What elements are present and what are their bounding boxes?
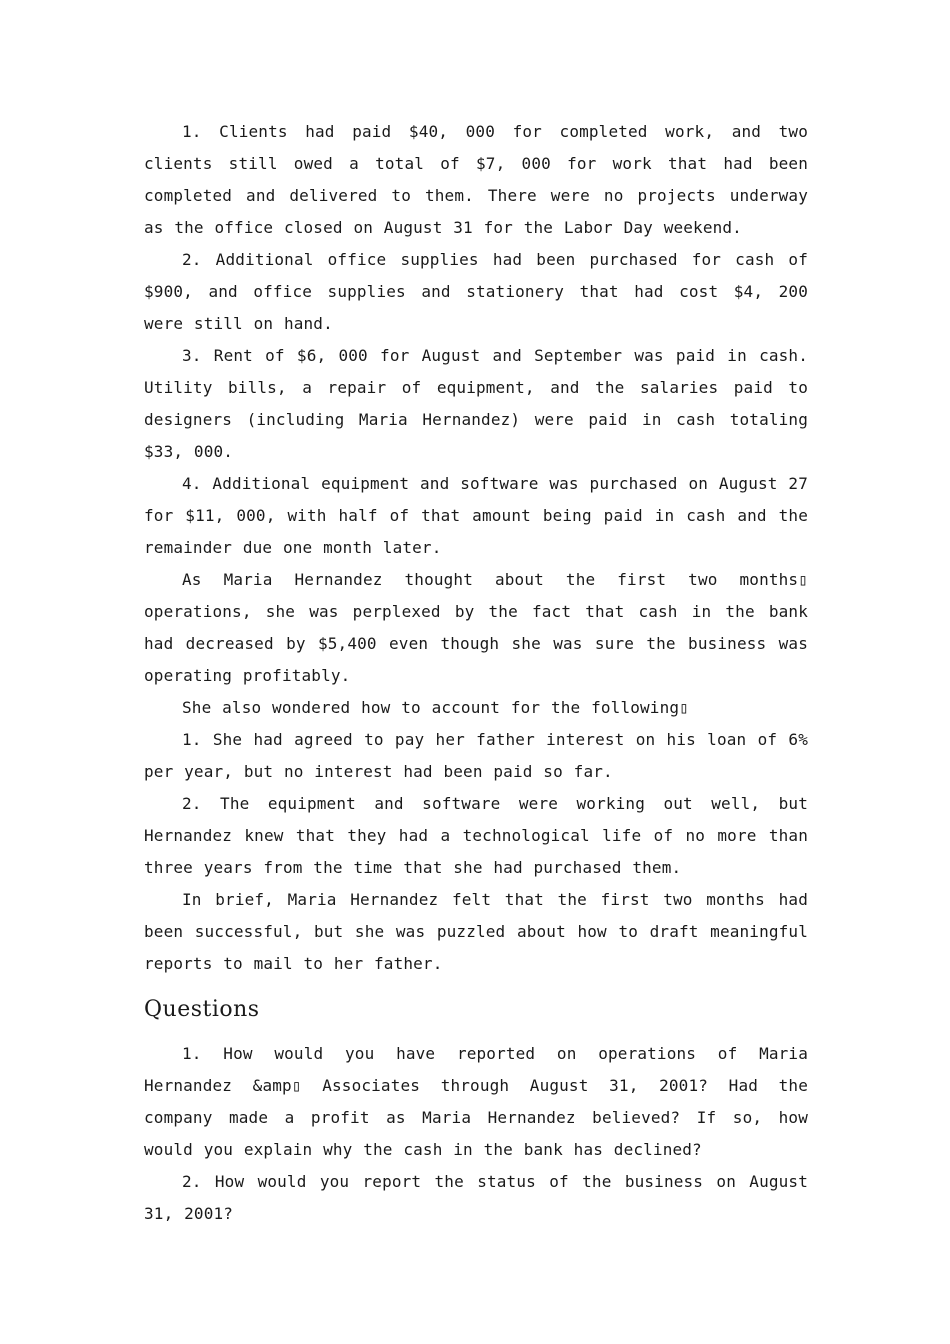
paragraph-rent: 3. Rent of $6, 000 for August and September was paid in cash. Utility bills, a repair of equipment, and the salaries paid to designers (including Maria Hernandez) were paid in cash totaling $33, 000. bbox=[144, 346, 808, 461]
paragraph-cash-decrease: As Maria Hernandez thought about the first two months▯ operations, she was perplexed by the fact that cash in the bank had decreased by $5,400 even though she was sure the business was operating profitably. bbox=[144, 570, 808, 685]
paragraph-clients-paid: 1. Clients had paid $40, 000 for completed work, and two clients still owed a total of $7, 000 for work that had been completed and delivered to them. There were no projects underway as the office closed on August 31 for the Labor Day weekend. bbox=[144, 122, 808, 237]
question-item: 2. How would you report the status of the business on August 31, 2001? bbox=[144, 1172, 808, 1223]
paragraph-in-brief: In brief, Maria Hernandez felt that the first two months had been successful, but she was puzzled about how to draft meaningful reports to mail to her father. bbox=[144, 890, 808, 973]
questions-heading: Questions bbox=[144, 997, 260, 1022]
question-item: 1. How would you have reported on operations of Maria Hernandez &amp▯ Associates through August 31, 2001? Had the company made a profit as Maria Hernandez believed? If so, how would you explain why the cash in the bank has declined? bbox=[144, 1044, 808, 1159]
document-body bbox=[144, 116, 808, 1230]
paragraph-office-supplies: 2. Additional office supplies had been purchased for cash of $900, and office supplies and stationery that had cost $4, 200 were still on hand. bbox=[144, 250, 808, 333]
paragraph-technological-life: 2. The equipment and software were working out well, but Hernandez knew that they had a technological life of no more than three years from the time that she had purchased them. bbox=[144, 794, 808, 877]
paragraph-equipment-purchase: 4. Additional equipment and software was purchased on August 27 for $11, 000, with half of that amount being paid in cash and the remainder due one month later. bbox=[144, 474, 808, 557]
paragraph-interest: 1. She had agreed to pay her father interest on his loan of 6% per year, but no interest had been paid so far. bbox=[144, 730, 808, 781]
paragraph-wondered: She also wondered how to account for the following▯ bbox=[182, 698, 689, 717]
